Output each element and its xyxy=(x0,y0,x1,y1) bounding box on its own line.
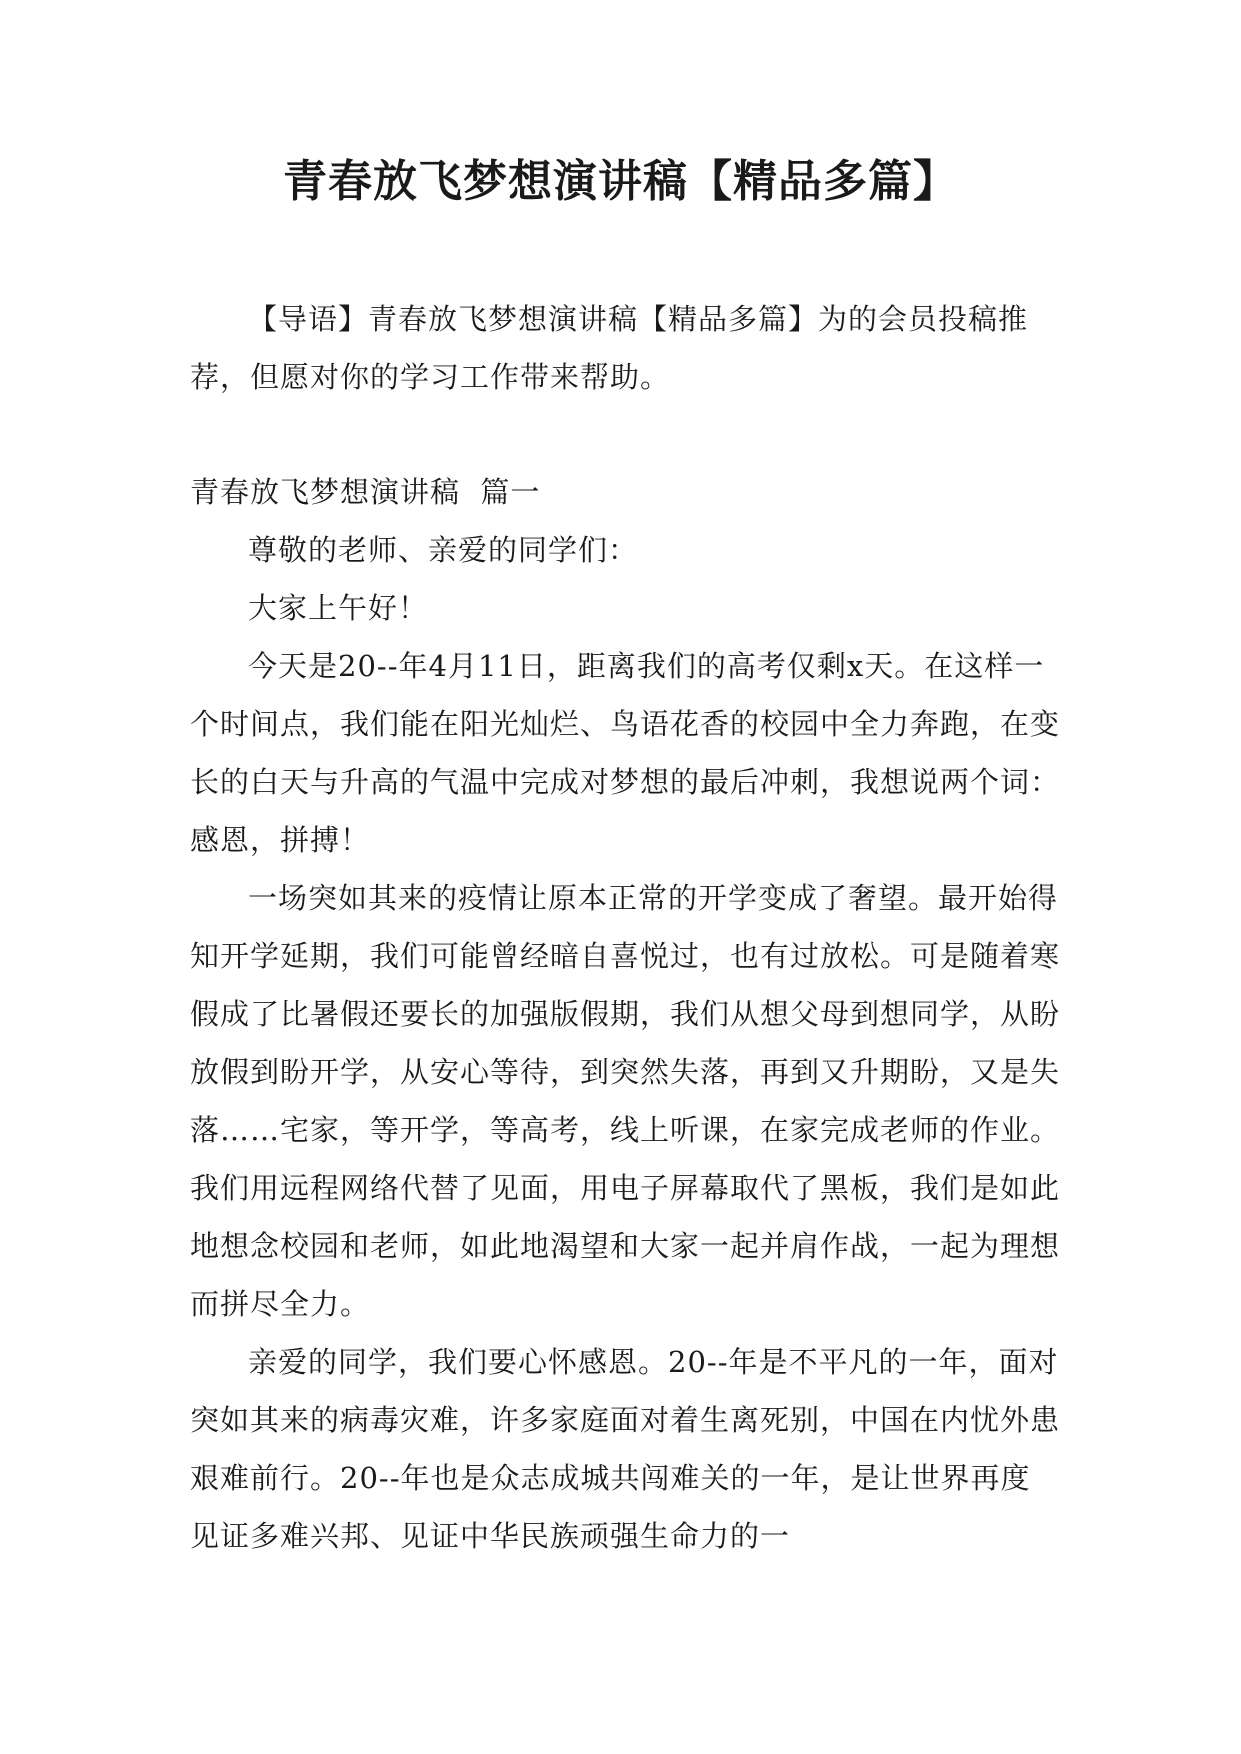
paragraph-salutation: 尊敬的老师、亲爱的同学们： xyxy=(248,533,639,567)
paragraph-date: 今天是20--年4月11日，距离我们的高考仅剩x天。在这样一个时间点，我们能在阳光灿烂、鸟语花香的校园中全力奔跑，在变长的白天与升高的气温中完成对梦想的最后冲刺，我想说两个词：感恩，拼搏！ xyxy=(190,649,1061,857)
paragraph-pandemic: 一场突如其来的疫情让原本正常的开学变成了奢望。最开始得知开学延期，我们可能曾经暗自喜悦过，也有过放松。可是随着寒假成了比暑假还要长的加强版假期，我们从想父母到想同学，从盼放假到盼开学，从安心等待，到突然失落，再到又升期盼，又是失落……宅家，等开学，等高考，线上听课，在家完成老师的作业。我们用远程网络代替了见面，用电子屏幕取代了黑板，我们是如此地想念校园和老师，如此地渴望和大家一起并肩作战，一起为理想而拼尽全力。 xyxy=(190,881,1061,1321)
section-heading: 青春放飞梦想演讲稿 篇一 xyxy=(190,475,541,509)
paragraph-greeting: 大家上午好！ xyxy=(248,591,429,625)
intro-paragraph: 【导语】青春放飞梦想演讲稿【精品多篇】为的会员投稿推荐，但愿对你的学习工作带来帮助。 xyxy=(190,302,1029,394)
document-title: 青春放飞梦想演讲稿【精品多篇】 xyxy=(283,156,958,207)
paragraph-gratitude: 亲爱的同学，我们要心怀感恩。20--年是不平凡的一年，面对突如其来的病毒灾难，许多家庭面对着生离死别，中国在内忧外患艰难前行。20--年也是众志成城共闯难关的一年，是让世界再度见证多难兴邦、见证中华民族顽强生命力的一 xyxy=(190,1345,1061,1553)
intro-block xyxy=(190,290,1060,406)
speech-body xyxy=(190,521,1060,1565)
